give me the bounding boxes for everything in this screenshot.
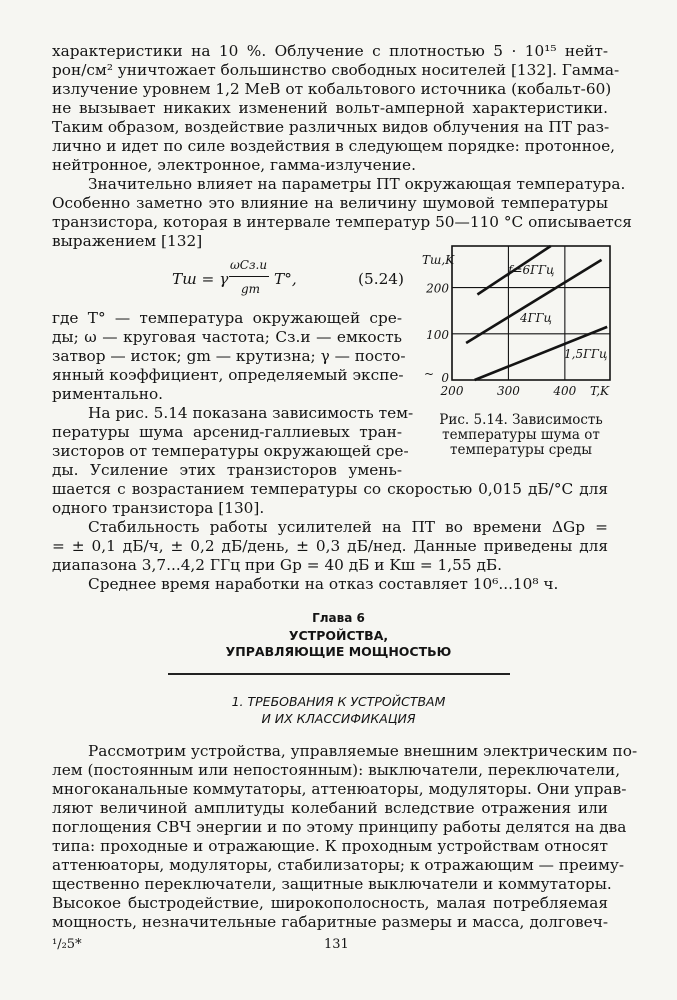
text-line: выражением [132] (52, 232, 203, 250)
text-line: типа: проходные и отражающие. К проходным устройствам относят (52, 837, 608, 855)
chart-labels (422, 253, 610, 398)
y-tick-label: 0 (441, 371, 449, 385)
series-label: 1,5ГГц (564, 347, 608, 361)
text-line: лично и идет по силе воздействия в следующем порядке: протонное, (52, 137, 616, 155)
text-line: поглощения СВЧ энергии и по этому принципу работы делятся на два (52, 818, 627, 836)
formula-denominator: gm (241, 282, 261, 296)
x-tick-label: 200 (440, 384, 464, 398)
section-title-line: И ИХ КЛАССИФИКАЦИЯ (261, 711, 416, 726)
text-line: риментально. (52, 385, 164, 403)
text-line: ды. Усиление этих транзисторов умень- (52, 461, 402, 479)
text-line: затвор — исток; gm — крутизна; γ — посто- (52, 347, 406, 365)
text-line: одного транзистора [130]. (52, 499, 265, 517)
text-line: янный коэффициент, определяемый экспе- (52, 366, 404, 384)
text-line: Значительно влияет на параметры ПТ окружающая температура. (88, 175, 626, 193)
text-line: Особенно заметно это влияние на величину шумовой температуры (52, 194, 608, 212)
noise-temperature-chart (420, 240, 620, 408)
text-line: транзистора, которая в интервале температур 50—110 °С описывается (52, 213, 632, 231)
text-line: Таким образом, воздействие различных видов облучения на ПТ раз- (52, 118, 610, 136)
text-line: мощность, незначительные габаритные размеры и масса, долговеч- (52, 913, 608, 931)
text-line: ды; ω — круговая частота; Cз.и — емкость (52, 328, 402, 346)
caption-line: температуры среды (450, 442, 592, 458)
text-line: аттенюаторы, модуляторы, стабилизаторы; к отражающим — преиму- (52, 856, 625, 874)
chapter-label: Глава 6 (312, 611, 365, 625)
text-line: нейтронное, электронное, гамма-излучение. (52, 156, 416, 174)
text-line: где T° — температура окружающей сре- (52, 309, 402, 327)
text-line: пературы шума арсенид-галлиевых тран- (52, 423, 402, 441)
origin-mark: ~ (424, 367, 435, 381)
text-line: многоканальные коммутаторы, аттенюаторы, модуляторы. Они управ- (52, 780, 627, 798)
text-line: ляют величиной амплитуды колебаний вследствие отражения или (52, 799, 608, 817)
formula-numerator: ωCз.и (230, 258, 268, 272)
text-line: характеристики на 10 %. Облучение с плотностью 5 · 10¹⁵ нейт- (52, 42, 608, 60)
x-axis-label: T,K (590, 384, 610, 398)
series-label: f=6ГГц (508, 263, 555, 277)
text-line: излучение уровнем 1,2 МеВ от кобальтового источника (кобальт-60) (52, 80, 612, 98)
text-line: зисторов от температуры окружающей сре- (52, 442, 409, 460)
text-line: Рассмотрим устройства, управляемые внешним электрическим по- (88, 742, 638, 760)
x-tick-label: 400 (553, 384, 577, 398)
formula-number: (5.24) (358, 270, 404, 288)
y-tick-label: 100 (426, 327, 449, 342)
signature-mark: ¹/₂5* (52, 937, 82, 952)
caption-line: Рис. 5.14. Зависимость (439, 412, 603, 428)
text-line: На рис. 5.14 показана зависимость тем- (88, 404, 414, 422)
chapter-title-line: УПРАВЛЯЮЩИЕ МОЩНОСТЬЮ (225, 644, 452, 659)
text-line: Высокое быстродействие, широкополосность, малая потребляемая (52, 894, 608, 912)
divider-rule (168, 673, 510, 675)
text-line: рон/см² уничтожает большинство свободных носителей [132]. Гамма- (52, 61, 620, 79)
text-line: лем (постоянным или непостоянным): выключатели, переключатели, (52, 761, 621, 779)
text-line: шается с возрастанием температуры со скоростью 0,015 дБ/°С для (52, 480, 608, 498)
text-line: диапазона 3,7...4,2 ГГц при Gр = 40 дБ и Kш = 1,55 дБ. (52, 556, 502, 574)
y-axis-label: Tш,K (422, 253, 455, 267)
text-line: Стабильность работы усилителей на ПТ во времени ΔGр = (88, 518, 608, 536)
caption-line: температуры шума от (442, 427, 600, 443)
x-tick-label: 300 (496, 384, 520, 398)
chapter-title-line: УСТРОЙСТВА, (288, 628, 389, 643)
page-number: 131 (324, 937, 349, 952)
series-label: 4ГГц (520, 311, 552, 325)
text-line: Среднее время наработки на отказ составляет 10⁶...10⁸ ч. (88, 575, 559, 593)
formula-rhs: T°, (274, 270, 297, 288)
section-title-line: 1. ТРЕБОВАНИЯ К УСТРОЙСТВАМ (231, 694, 446, 709)
formula-lhs: Tш = γ (172, 270, 229, 288)
text-line: не вызывает никаких изменений вольт-амперной характеристики. (52, 99, 608, 117)
text-line: щественно переключатели, защитные выключатели и коммутаторы. (52, 875, 612, 893)
text-line: = ± 0,1 дБ/ч, ± 0,2 дБ/день, ± 0,3 дБ/нед. Данные приведены для (52, 537, 608, 555)
y-tick-label: 200 (426, 281, 449, 296)
fraction-bar (229, 276, 269, 277)
